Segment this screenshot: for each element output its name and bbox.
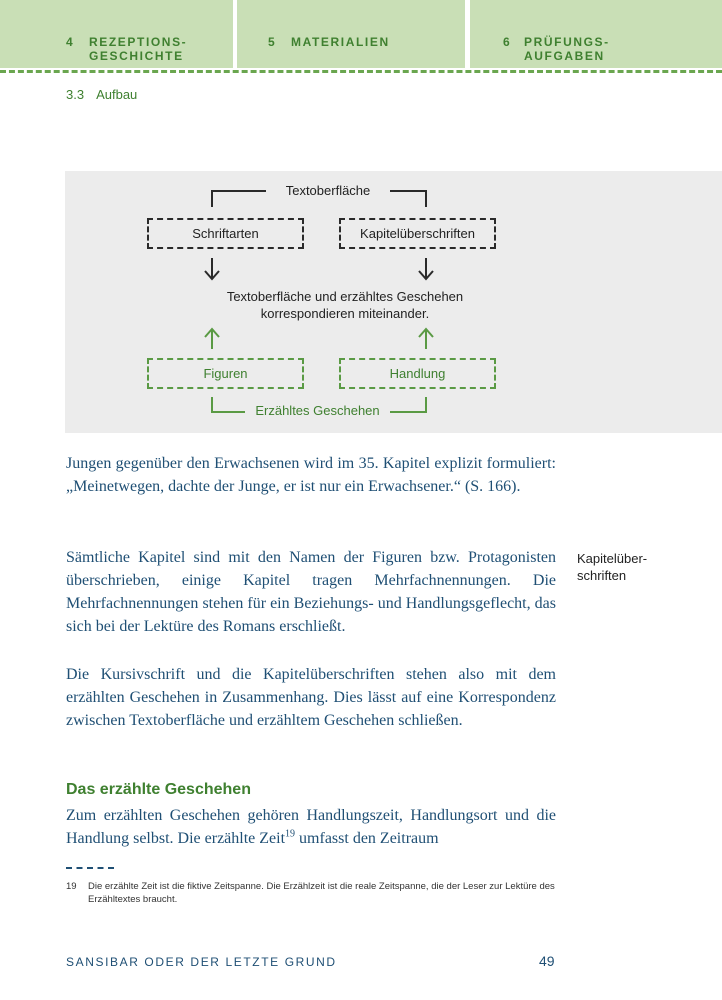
tab-label: REZEPTIONS- GESCHICHTE: [89, 35, 188, 63]
footnote-rule: [66, 867, 114, 869]
tab-number: 6: [503, 35, 512, 49]
box-schriftarten: Schriftarten: [147, 218, 304, 249]
tab-label: MATERIALIEN: [291, 35, 390, 49]
box-kapitelueberschriften: Kapitelüberschriften: [339, 218, 496, 249]
page-number: 49: [539, 953, 555, 969]
footnote-text: Die erzählte Zeit ist die fiktive Zeitspanne. Die Erzählzeit ist die reale Zeitspanne, die der Leser zur Lektüre des Erzähltextes braucht.: [88, 881, 555, 905]
structure-diagram: [65, 171, 722, 433]
tab-label: PRÜFUNGS- AUFGABEN: [524, 35, 610, 63]
tab-materialien[interactable]: [237, 0, 465, 68]
bottom-bracket-right: [390, 397, 426, 412]
footnote-ref[interactable]: 19: [285, 828, 296, 840]
book-title: SANSIBAR ODER DER LETZTE GRUND: [66, 955, 337, 969]
footnote: [66, 880, 566, 906]
section-number: 3.3: [66, 87, 85, 102]
section-heading: Das erzählte Geschehen: [66, 781, 251, 798]
running-head: [66, 87, 149, 102]
tab-pruefungsaufgaben[interactable]: [470, 0, 722, 68]
top-bracket-right: [390, 191, 426, 207]
tab-number: 4: [66, 35, 75, 49]
diagram-top-label: Textoberfläche: [285, 183, 371, 198]
margin-note: Kapitelüber- schriften: [577, 551, 648, 583]
box-figuren: Figuren: [147, 358, 304, 389]
box-handlung: Handlung: [339, 358, 496, 389]
tab-number: 5: [268, 35, 277, 49]
paragraph-3: Die Kursivschrift und die Kapitelüberschriften stehen also mit dem erzählten Geschehen in Zusammenhang. Dies lässt auf eine Korrespondenz zwischen Textoberfläche und erzähltem Geschehen schließen.: [66, 666, 556, 729]
header-dashed-rule: [0, 70, 722, 73]
diagram-center-text: Textoberfläche und erzähltes Geschehen korrespondieren miteinander.: [226, 289, 464, 321]
top-bracket-left: [212, 191, 266, 207]
bottom-bracket-left: [212, 397, 245, 412]
paragraph-1: Jungen gegenüber den Erwachsenen wird im 35. Kapitel explizit formuliert: „Meinetwegen, dachte der Junge, er ist nur ein Erwachsener.“ (S. 166).: [66, 455, 556, 495]
section-title: Aufbau: [96, 87, 138, 102]
paragraph-2: Sämtliche Kapitel sind mit den Namen der Figuren bzw. Protagonisten überschrieben, einige Kapitel tragen Mehrfachnennungen. Die Mehrfachnennungen stehen für ein Beziehungs- und Handlungsgeflecht, das sich bei der Lektüre des Romans erschließt.: [66, 549, 556, 635]
footnote-number: 19: [66, 881, 77, 892]
paragraph-4: Zum erzählten Geschehen gehören Handlungszeit, Handlungsort und die Handlung selbst. Die erzählte Zeit$^{19}$ umfasst den Zeitraum: [66, 807, 556, 847]
diagram-bottom-label: Erzähltes Geschehen: [255, 403, 380, 418]
tab-rezeptionsgeschichte[interactable]: [0, 0, 233, 68]
chapter-tabs: [0, 0, 722, 68]
arrow-down-right: [419, 258, 433, 279]
arrow-up-right: [419, 329, 433, 349]
arrow-down-left: [205, 258, 219, 279]
arrow-up-left: [205, 329, 219, 349]
